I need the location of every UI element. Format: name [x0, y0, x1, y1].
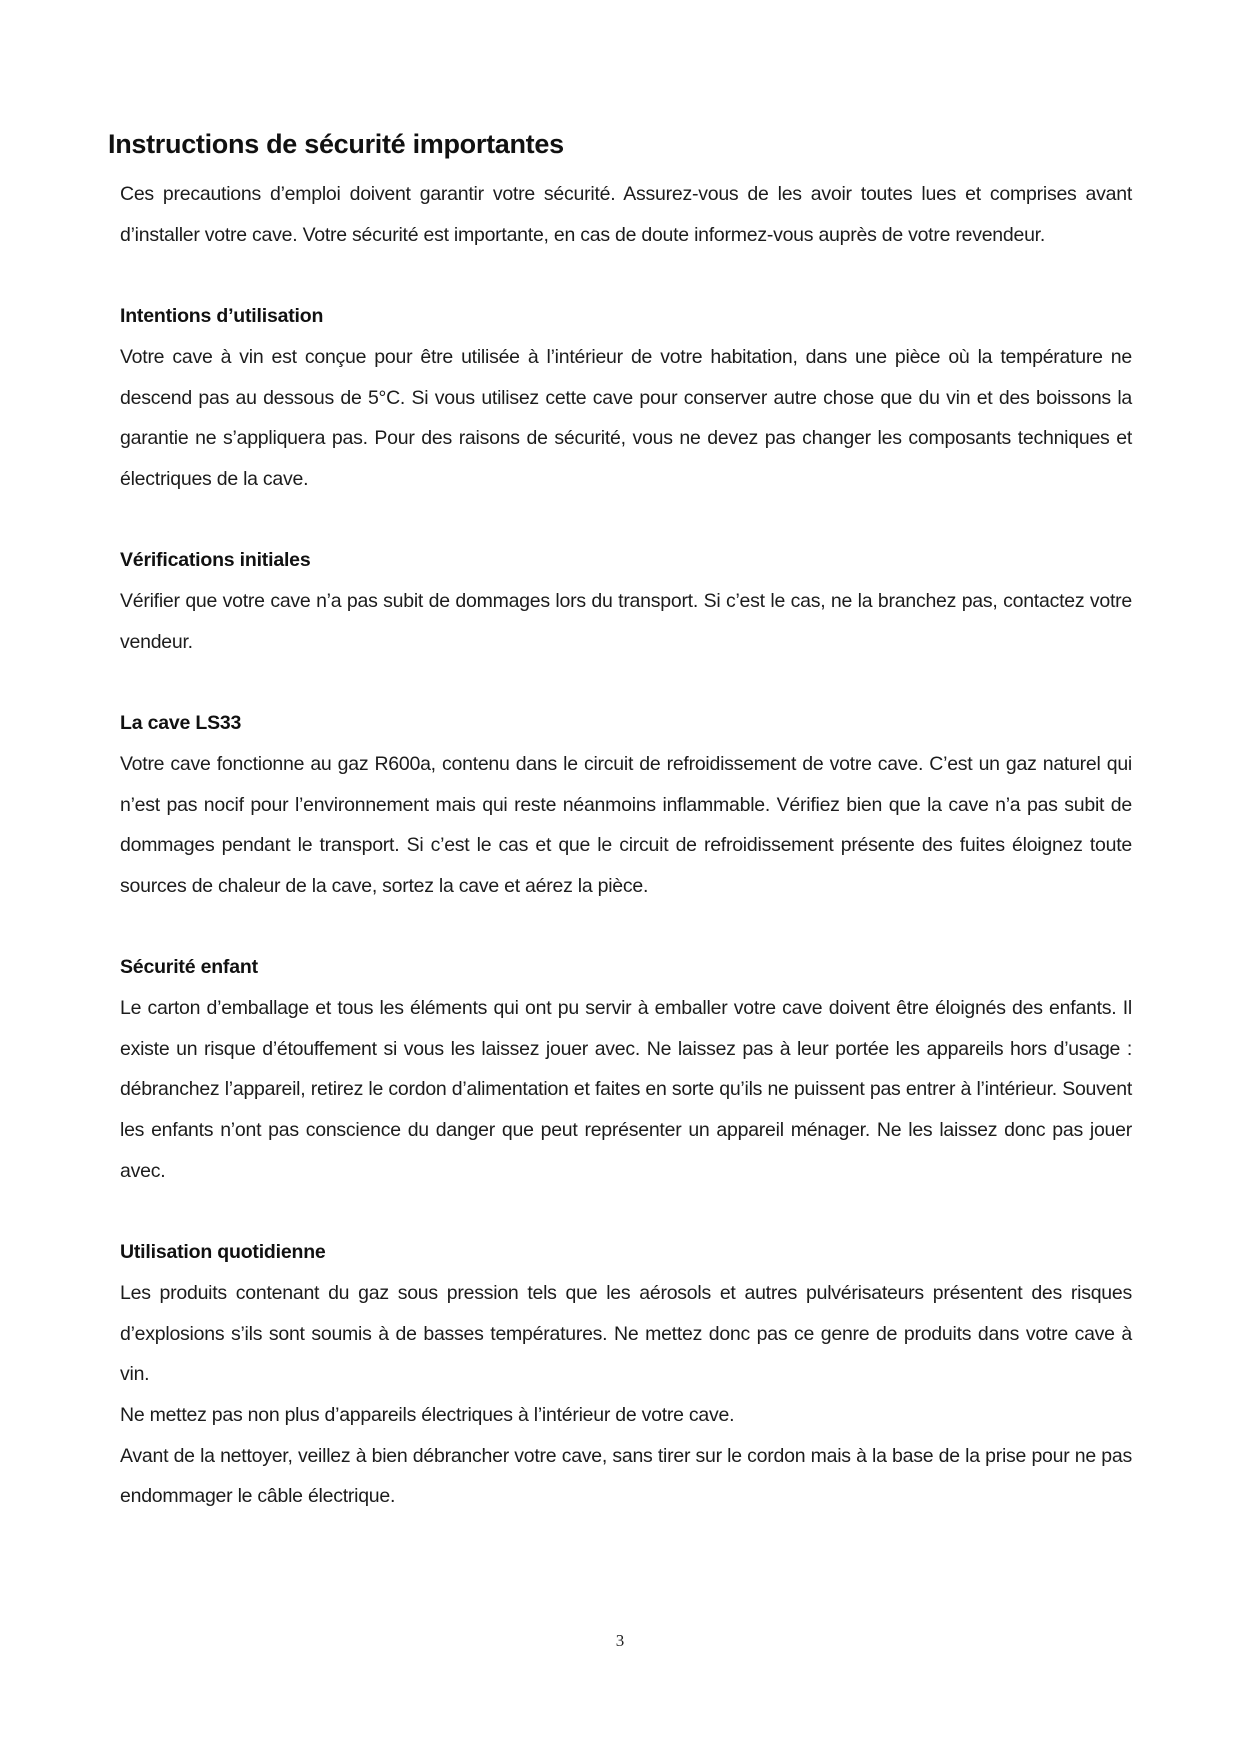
section-heading-intentions: Intentions d’utilisation — [120, 305, 324, 328]
section-paragraph-intentions: Votre cave à vin est conçue pour être utilisée à l’intérieur de votre habitation, dans une pièce où la température ne descend pas au dessous de 5°C. Si vous utilisez cette cave pour conserver autre chose que du vin et des boissons la garantie ne s’appliquera pas. Pour des raisons de sécurité, vous ne devez pas changer les composants techniques et électriques de la cave. — [120, 345, 1132, 490]
page-number: 3 — [615, 1631, 625, 1650]
page-title: Instructions de sécurité importantes — [108, 129, 564, 159]
intro-paragraph: Ces precautions d’emploi doivent garantir votre sécurité. Assurez-vous de les avoir toutes lues et comprises avant d’installer votre cave. Votre sécurité est importante, en cas de doute informez-vous auprès de votre revendeur. — [120, 183, 1132, 246]
section-paragraph-utilisation-2: Ne mettez pas non plus d’appareils électriques à l’intérieur de votre cave. — [120, 1404, 735, 1427]
section-paragraph-verifications: Vérifier que votre cave n’a pas subit de dommages lors du transport. Si c’est le cas, ne la branchez pas, contactez votre vendeur. — [120, 590, 1132, 653]
section-paragraph-securite-enfant: Le carton d’emballage et tous les éléments qui ont pu servir à emballer votre cave doivent être éloignés des enfants. Il existe un risque d’étouffement si vous les laissez jouer avec. Ne laissez pas à leur portée les appareils hors d’usage : débranchez l’appareil, retirez le cordon d’alimentation et faites en sorte qu’ils ne puissent pas entrer à l’intérieur. Souvent les enfants n’ont pas conscience du danger que peut représenter un appareil ménager. Ne les laissez donc pas jouer avec. — [120, 997, 1132, 1182]
section-heading-securite-enfant: Sécurité enfant — [120, 956, 258, 979]
section-heading-verifications: Vérifications initiales — [120, 549, 311, 572]
section-paragraph-utilisation-1: Les produits contenant du gaz sous pression tels que les aérosols et autres pulvérisateurs présentent des risques d’explosions s’ils sont soumis à de basses températures. Ne mettez donc pas ce genre de produits dans votre cave à vin. — [120, 1281, 1132, 1386]
section-heading-cave-ls33: La cave LS33 — [120, 712, 242, 735]
section-heading-utilisation: Utilisation quotidienne — [120, 1241, 326, 1264]
document-body — [120, 174, 1132, 1517]
section-paragraph-cave-ls33: Votre cave fonctionne au gaz R600a, contenu dans le circuit de refroidissement de votre cave. C’est un gaz naturel qui n’est pas nocif pour l’environnement mais qui reste néanmoins inflammable. Vérifiez bien que la cave n’a pas subit de dommages pendant le transport. Si c’est le cas et que le circuit de refroidissement présente des fuites éloignez toute sources de chaleur de la cave, sortez la cave et aérez la pièce. — [120, 752, 1132, 897]
section-paragraph-utilisation-3: Avant de la nettoyer, veillez à bien débrancher votre cave, sans tirer sur le cordon mais à la base de la prise pour ne pas endommager le câble électrique. — [120, 1444, 1132, 1508]
